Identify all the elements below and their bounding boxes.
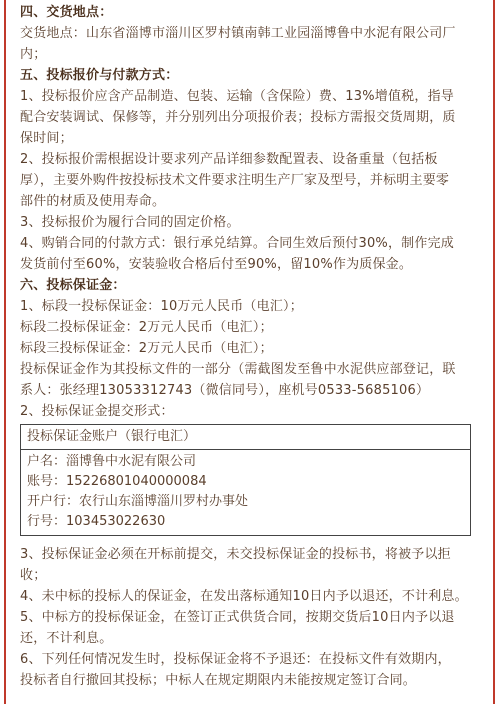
bond-note-line-1: 投标保证金作为其投标文件的一部分（需截图发至鲁中水泥供应部登记，联 [20,362,456,377]
pricing-item-1-line-2: 配合安装调试、保修等，并分别列出分项报价表；投标方需报交货周期，质 [20,110,456,125]
payment-terms-line-1: 4、购销合同的付款方式：银行承兑结算。合同生效后预付30%，制作完成 [20,236,454,251]
account-name: 户名：淄博鲁中水泥有限公司 [27,454,197,469]
bond-lot-2: 标段二投标保证金：2万元人民币（电汇）； [20,320,273,335]
bond-rule-5-line-1: 5、中标方的投标保证金，在签订正式供货合同，按期交货后10日内予以退 [20,610,455,625]
bank-code: 行号：103453022630 [27,514,166,529]
bond-contact-line: 系人：张经理13053312743（微信同号），座机号0533-5685106） [20,383,430,398]
payment-terms-line-2: 发货前付至60%，安装验收合格后付至90%，留10%作为质保金。 [20,257,413,272]
pricing-item-2-line-3: 部件的材质及使用寿命。 [20,194,166,209]
pricing-item-2-line-2: 厚），主要外购件按投标技术文件要求注明生产厂家及型号，并标明主要零 [20,173,450,188]
bond-lot-3: 标段三投标保证金：2万元人民币（电汇）； [20,341,273,356]
section-5-title: 五、投标报价与付款方式： [20,68,179,83]
bond-rule-3-line-2: 收； [20,568,47,583]
document-frame [4,0,495,704]
section-4-title: 四、交货地点： [20,5,113,20]
bond-rule-5-line-2: 还，不计利息。 [20,631,113,646]
bond-rule-6-line-1: 6、下列任何情况发生时，投标保证金将不予退还：在投标文件有效期内， [20,652,451,667]
account-number: 账号：15226801040000084 [27,474,207,489]
bond-rule-6-line-2: 投标者自行撤回其投标；中标人在规定期限内未能按规定签订合同。 [20,673,417,688]
pricing-item-1-line-3: 保时间； [20,131,73,146]
bond-rule-4: 4、未中标的投标人的保证金，在发出落标通知10日内予以退还，不计利息。 [20,589,468,604]
pricing-item-1-line-1: 1、投标报价应含产品制造、包装、运输（含保险）费、13%增值税，指导 [20,89,454,104]
bank-account-box [20,424,471,536]
bank-account-header: 投标保证金账户（银行电汇） [21,425,470,450]
bond-lot-1: 1、标段一投标保证金：10万元人民币（电汇）； [20,299,303,314]
delivery-location-line-1: 交货地点：山东省淄博市淄川区罗村镇南韩工业园淄博鲁中水泥有限公司厂 [20,26,456,41]
bond-submission-form: 2、投标保证金提交形式： [20,404,174,419]
account-bank: 开户行：农行山东淄博淄川罗村办事处 [27,494,249,509]
bond-rule-3-line-1: 3、投标保证金必须在开标前提交，未交投标保证金的投标书，将被予以拒 [20,547,451,562]
pricing-item-3: 3、投标报价为履行合同的固定价格。 [20,215,240,230]
delivery-location-line-2: 内； [20,47,47,62]
section-6-title: 六、投标保证金： [20,278,126,293]
pricing-item-2-line-1: 2、投标报价需根据设计要求列产品详细参数配置表、设备重量（包括板 [20,152,438,167]
